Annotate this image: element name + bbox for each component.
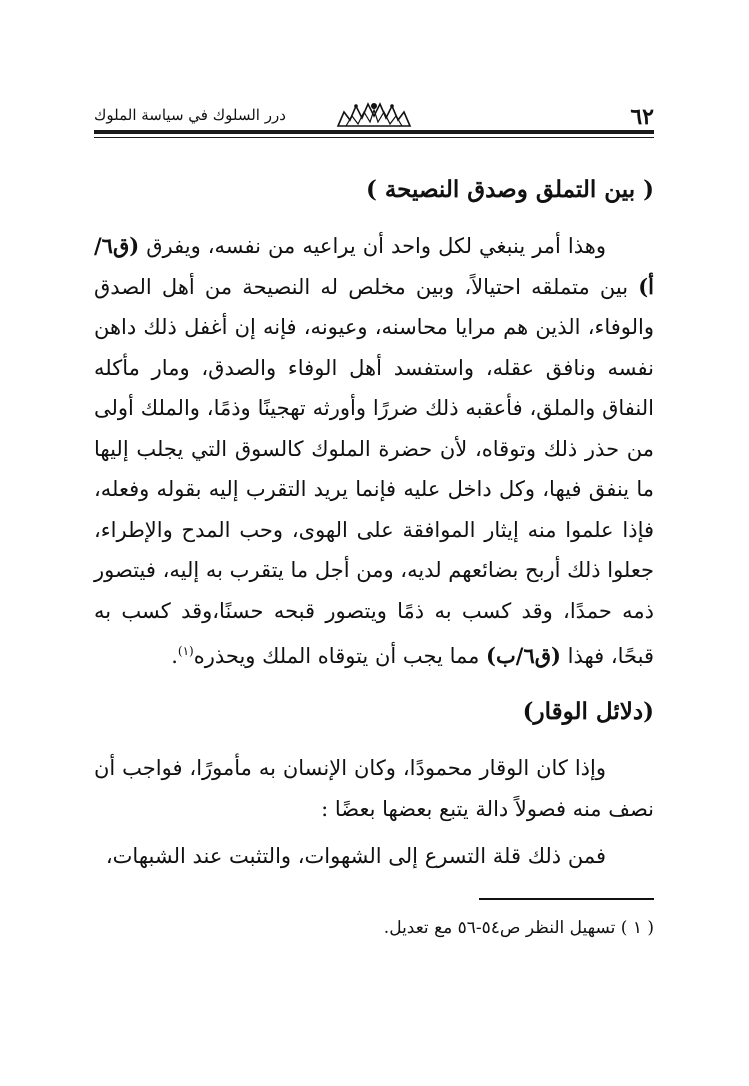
page-header xyxy=(94,104,654,144)
folio-marker: (ق٦/أ) xyxy=(94,233,654,299)
paragraph-text: مما يجب أن يتوقاه الملك ويحذره xyxy=(193,644,487,668)
paragraph-end: . xyxy=(171,644,178,668)
section-heading: (دلائل الوقار) xyxy=(522,698,654,725)
paragraph-text: فمن ذلك قلة التسرع إلى الشهوات، والتثبت عند الشبهات، xyxy=(105,844,606,868)
body-paragraph xyxy=(94,226,654,677)
footnote: ( ١ ) تسهيل النظر ص٥٤-٥٦ مع تعديل. xyxy=(383,918,654,938)
body-paragraph xyxy=(94,836,654,877)
paragraph-text: بين متملقه احتيالاً، وبين مخلص له النصيحة من أهل الصدق والوفاء، الذين هم مرايا محاسنه، وعيونه، فإنه إن أغفل ذلك داهن نفسه ونافق عقله، واستفسد أهل الوفاء والصدق، ومار مأكله النفاق والملق، فأعقبه ذلك ضررًا وأورثه تهجينًا وذمًا، والملك أولى من حذر ذلك وتوقاه، لأن حضرة الملوك كالسوق التي يجلب إليها ما ينفق فيها، وكل داخل عليه فإنما يريد التقرب إليه بقوله وفعله، فإذا علموا منه إيثار الموافقة على الهوى، وحب المدح والإطراء، جعلوا ذلك أربح بضائعهم لديه، ومن أجل ما يتقرب به إليه، فيتصور ذمه حمدًا، وقد كسب به ذمًا ويتصور قبحه حسنًا،وقد كسب به قبحًا، فهذا xyxy=(94,274,654,668)
header-rule-thin xyxy=(94,137,654,138)
folio-marker: (ق٦/ب) xyxy=(486,643,561,668)
footnote-separator xyxy=(479,898,654,900)
body-paragraph xyxy=(94,748,654,829)
footnote-reference: (١) xyxy=(177,644,194,658)
section-heading: ( بين التملق وصدق النصيحة ) xyxy=(365,176,654,203)
running-title: درر السلوك في سياسة الملوك xyxy=(94,106,286,124)
header-rule-thick xyxy=(94,130,654,134)
crown-ornament-icon xyxy=(336,98,412,128)
page-number: ٦٢ xyxy=(630,104,654,130)
paragraph-text: وإذا كان الوقار محمودًا، وكان الإنسان به مأمورًا، فواجب أن نصف منه فصولاً دالة يتبع بعضها بعضًا : xyxy=(94,756,654,821)
paragraph-text: وهذا أمر ينبغي لكل واحد أن يراعيه من نفسه، ويفرق xyxy=(139,234,606,258)
